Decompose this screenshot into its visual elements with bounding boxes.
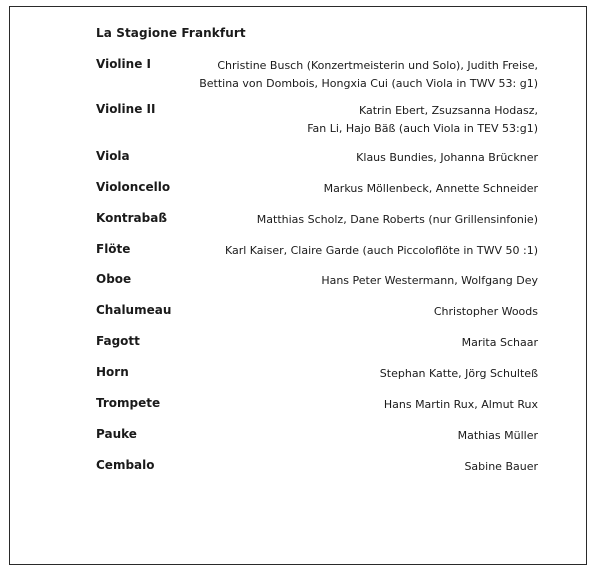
players-list xyxy=(321,272,538,290)
players-list xyxy=(356,149,538,167)
players-list xyxy=(380,365,538,383)
players-line: Klaus Bundies, Johanna Brückner xyxy=(356,151,538,164)
players-line: Fan Li, Hajo Bäß (auch Viola in TEV 53:g1) xyxy=(307,122,538,135)
instrument-label: Violine I xyxy=(96,57,151,71)
instrument-label: Oboe xyxy=(96,272,132,286)
instrument-label: Violine II xyxy=(96,102,156,116)
instrument-label: Chalumeau xyxy=(96,303,172,317)
players-line: Stephan Katte, Jörg Schulteß xyxy=(379,367,538,380)
instrument-label: Kontrabaß xyxy=(96,211,167,225)
players-list xyxy=(307,102,538,138)
players-list xyxy=(462,334,538,352)
players-line: Hans Peter Westermann, Wolfgang Dey xyxy=(321,274,538,287)
players-list xyxy=(324,180,538,198)
players-list xyxy=(384,396,538,414)
players-line: Christine Busch (Konzertmeisterin und Solo), Judith Freise, xyxy=(217,59,538,72)
instrument-label: Flöte xyxy=(96,242,131,256)
ensemble-title: La Stagione Frankfurt xyxy=(96,26,246,40)
players-line: Katrin Ebert, Zsuzsanna Hodasz, xyxy=(358,104,538,117)
players-list xyxy=(257,211,538,229)
instrument-label: Fagott xyxy=(96,334,140,348)
players-line: Sabine Bauer xyxy=(464,460,538,473)
instrument-label: Horn xyxy=(96,365,129,379)
players-line: Christopher Woods xyxy=(433,305,538,318)
players-line: Bettina von Dombois, Hongxia Cui (auch Viola in TWV 53: g1) xyxy=(199,77,538,90)
players-line: Markus Möllenbeck, Annette Schneider xyxy=(323,182,538,195)
players-line: Marita Schaar xyxy=(461,336,538,349)
players-line: Mathias Müller xyxy=(457,429,538,442)
players-line: Karl Kaiser, Claire Garde (auch Piccoloflöte in TWV 50 :1) xyxy=(224,244,538,257)
players-list xyxy=(458,427,538,445)
players-line: Matthias Scholz, Dane Roberts (nur Grillensinfonie) xyxy=(256,213,538,226)
players-line: Hans Martin Rux, Almut Rux xyxy=(383,398,538,411)
players-list xyxy=(199,57,538,93)
instrument-label: Viola xyxy=(96,149,130,163)
instrument-label: Violoncello xyxy=(96,180,171,194)
instrument-label: Cembalo xyxy=(96,458,155,472)
instrument-label: Pauke xyxy=(96,427,137,441)
players-list xyxy=(225,242,538,260)
players-list xyxy=(434,303,538,321)
players-list xyxy=(464,458,538,476)
instrument-label: Trompete xyxy=(96,396,161,410)
